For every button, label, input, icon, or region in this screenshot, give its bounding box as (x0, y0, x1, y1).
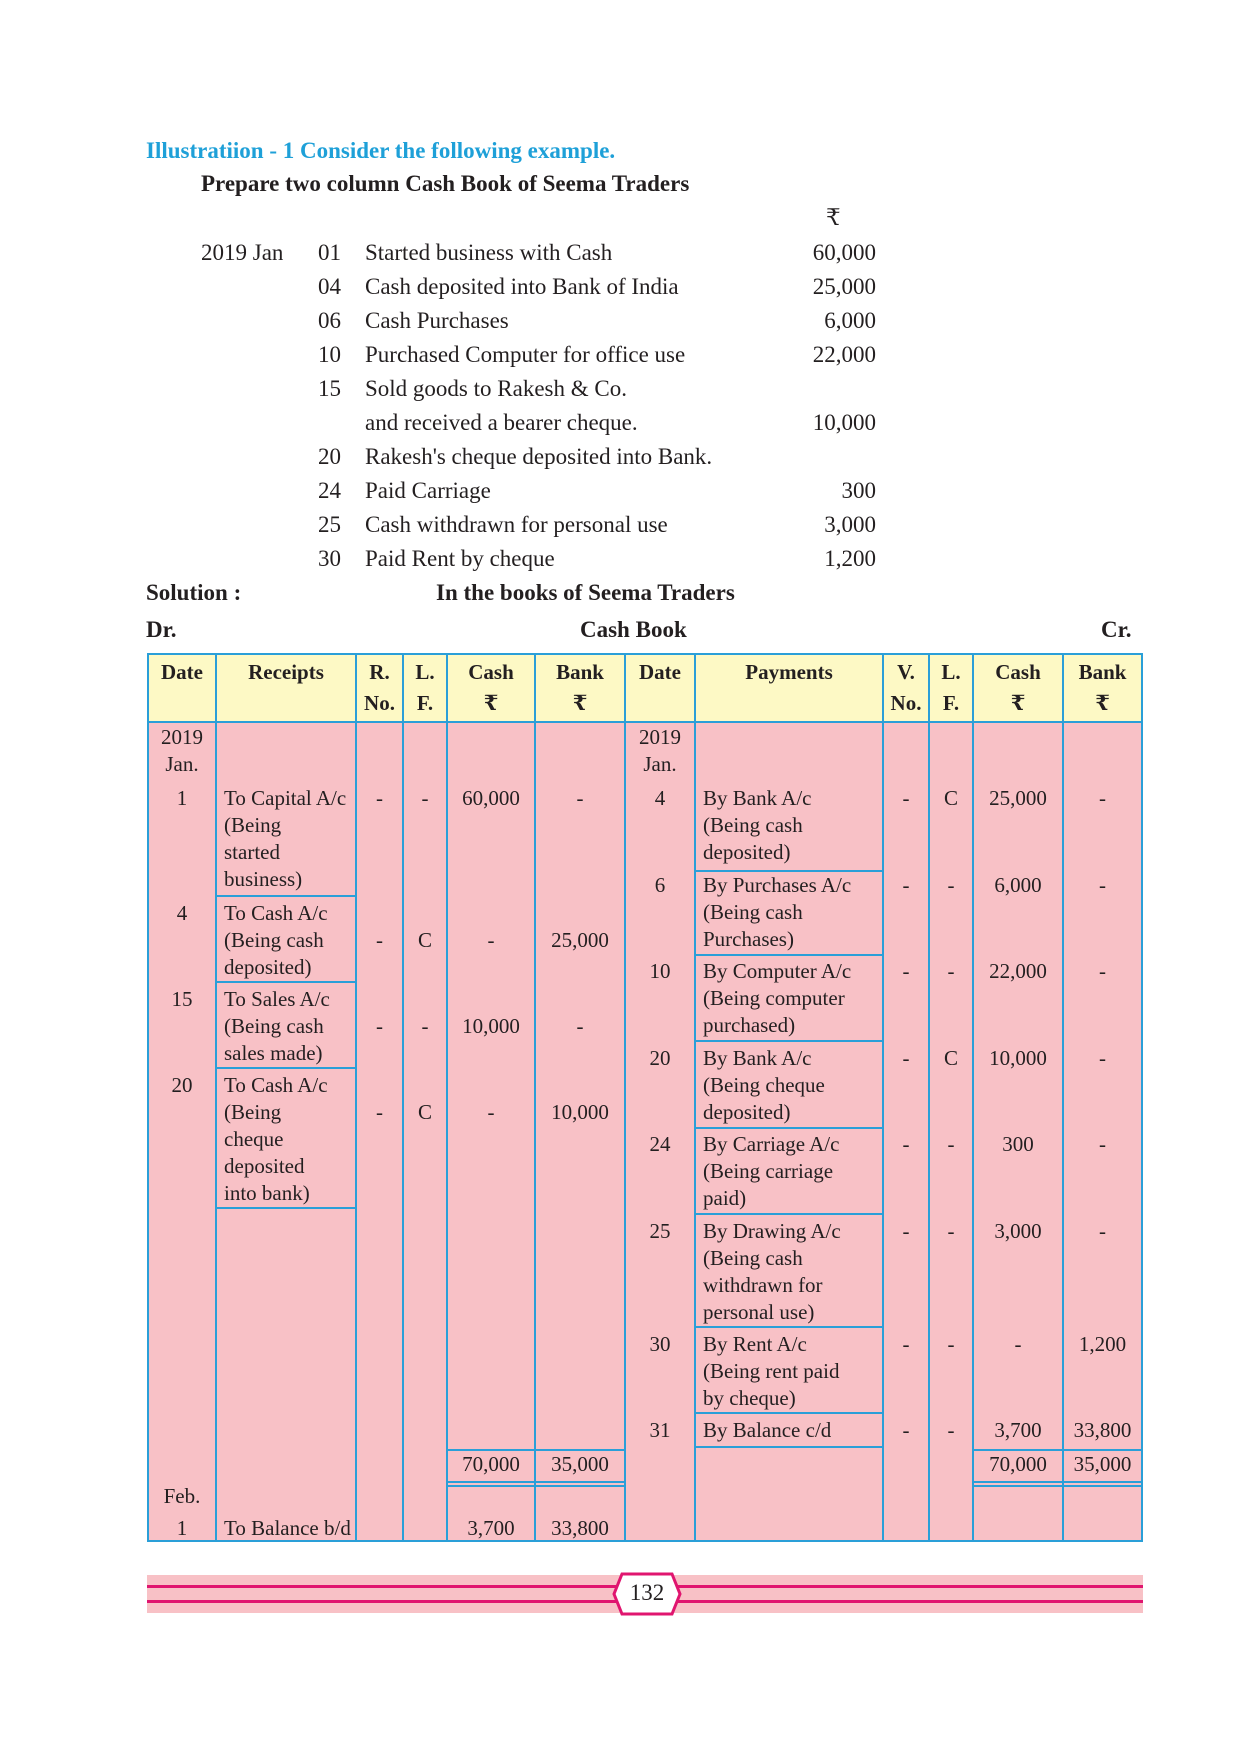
receipt-lf: C (417, 1100, 432, 1124)
payment-particular-line: withdrawn for (703, 1273, 823, 1297)
header-payments: Payments (745, 660, 833, 684)
transaction-amount: 25,000 (812, 274, 876, 299)
payment-cash: 3,000 (994, 1219, 1042, 1243)
row-divider (215, 981, 357, 983)
row-divider (694, 1446, 884, 1448)
transaction-description: Started business with Cash (365, 240, 613, 265)
payment-date: 31 (649, 1418, 671, 1442)
payment-vno: - (902, 1046, 910, 1070)
payment-particular-line: By Computer A/c (703, 959, 852, 983)
payment-particular-line: By Carriage A/c (703, 1132, 840, 1156)
payment-vno: - (902, 1219, 910, 1243)
row-divider (694, 1213, 884, 1215)
payment-cash: 25,000 (989, 786, 1047, 810)
solution-label: Solution : (146, 580, 242, 605)
payment-cash: - (1014, 1332, 1022, 1356)
receipt-bank: - (576, 1014, 584, 1038)
header-bank: Bank ₹ (556, 660, 604, 715)
receipt-cash: - (487, 928, 495, 952)
transaction-amount: 10,000 (812, 410, 876, 435)
payment-bank: - (1099, 873, 1106, 897)
receipts-total-cash: 70,000 (462, 1452, 520, 1476)
transaction-description: Paid Carriage (365, 478, 491, 503)
payment-lf: C (943, 1046, 958, 1070)
header-receipts: Receipts (248, 660, 324, 684)
payment-date: 20 (649, 1046, 671, 1070)
transaction-amount: 1,200 (824, 546, 876, 571)
total-rule-payments (972, 1485, 1142, 1487)
payment-particular-line: (Being cheque (703, 1073, 825, 1097)
payment-particular-line: By Balance c/d (703, 1418, 832, 1442)
receipt-particular-line: sales made) (224, 1041, 323, 1065)
payment-bank: - (1099, 1219, 1106, 1243)
receipt-particular-line: cheque (224, 1127, 284, 1151)
transaction-year-month: 2019 Jan (201, 240, 284, 265)
payment-particular-line: by cheque) (703, 1386, 796, 1410)
cashbook-title: Cash Book (580, 617, 687, 642)
payment-vno: - (902, 959, 910, 983)
payment-lf: - (947, 1418, 955, 1442)
row-divider (215, 895, 357, 897)
payment-bank: - (1099, 959, 1106, 983)
receipt-lf: - (421, 786, 429, 810)
receipt-particular-line: To Capital A/c (224, 786, 347, 810)
payment-date: 24 (649, 1132, 671, 1156)
payment-date: 25 (649, 1219, 671, 1243)
receipt-particular-line: To Cash A/c (224, 901, 328, 925)
page-number: 132 (629, 1580, 665, 1605)
receipts-next-day: 1 (176, 1516, 188, 1540)
transaction-amount: 3,000 (824, 512, 876, 537)
payment-particular-line: (Being cash (703, 1246, 803, 1270)
receipt-rno: - (376, 928, 383, 952)
header-cash-2: Cash ₹ (995, 660, 1041, 715)
receipt-rno: - (376, 786, 383, 810)
header-vno: V. No. (890, 660, 922, 715)
receipt-particular-line: (Being (224, 1100, 282, 1124)
payment-bank: - (1099, 1046, 1106, 1070)
receipt-particular-line: To Sales A/c (224, 987, 330, 1011)
receipt-bank: - (576, 786, 584, 810)
payment-lf: - (947, 1132, 955, 1156)
payment-cash: 22,000 (989, 959, 1047, 983)
receipts-total-bank: 35,000 (551, 1452, 609, 1476)
rupee-symbol: ₹ (826, 205, 841, 230)
header-rno: R. No. (364, 660, 395, 715)
payment-particular-line: (Being rent paid (703, 1359, 840, 1383)
payment-particular-line: deposited) (703, 840, 791, 864)
receipt-date: 4 (176, 901, 188, 925)
receipt-particular-line: (Being cash (224, 1014, 324, 1038)
cr-label: Cr. (1101, 617, 1132, 642)
row-divider (215, 1067, 357, 1069)
payment-particular-line: (Being carriage (703, 1159, 834, 1183)
transaction-amount: 6,000 (824, 308, 876, 333)
payment-particular-line: deposited) (703, 1100, 791, 1124)
receipt-lf: - (421, 1014, 429, 1038)
receipt-cash: 10,000 (462, 1014, 520, 1038)
dr-label: Dr. (146, 617, 177, 642)
payment-particular-line: By Drawing A/c (703, 1219, 841, 1243)
payment-particular-line: By Rent A/c (703, 1332, 807, 1356)
payment-lf: - (947, 1219, 955, 1243)
header-lf-2: L. F. (941, 660, 961, 715)
receipt-particular-line: started (224, 840, 280, 864)
transaction-day: 10 (318, 342, 341, 367)
payment-date: 4 (654, 786, 666, 810)
receipt-particular-line: deposited (224, 1154, 305, 1178)
total-rule-payments (972, 1481, 1142, 1483)
transaction-description: Cash Purchases (365, 308, 509, 333)
payment-lf: - (947, 873, 955, 897)
row-divider (694, 1040, 884, 1042)
payment-date: 30 (649, 1332, 671, 1356)
transaction-amount: 60,000 (812, 240, 876, 265)
receipt-particular-line: deposited) (224, 955, 312, 979)
payments-total-bank: 35,000 (1073, 1452, 1132, 1476)
header-bank-2: Bank ₹ (1078, 660, 1127, 715)
illustration-title: Illustratiion - 1 Consider the following example. (146, 138, 616, 163)
payment-particular-line: (Being cash (703, 900, 803, 924)
payment-bank: - (1099, 786, 1106, 810)
balance-bd-label: To Balance b/d (224, 1516, 351, 1540)
payment-lf: - (947, 1332, 955, 1356)
receipt-date: 20 (171, 1073, 193, 1097)
receipts-year: 2019 (161, 725, 203, 749)
payment-bank: 33,800 (1073, 1418, 1132, 1442)
transaction-amount: 22,000 (812, 342, 876, 367)
payment-vno: - (902, 786, 910, 810)
transaction-description: Sold goods to Rakesh & Co. (365, 376, 627, 401)
header-cash: Cash ₹ (468, 660, 514, 715)
receipts-month: Jan. (165, 752, 199, 776)
transaction-day: 20 (318, 444, 341, 469)
transaction-day: 15 (318, 376, 341, 401)
payment-date: 6 (654, 873, 666, 897)
payment-cash: 6,000 (994, 873, 1042, 897)
payment-vno: - (902, 873, 910, 897)
payment-particular-line: paid) (703, 1186, 747, 1210)
receipt-lf: C (417, 928, 432, 952)
transaction-day: 04 (318, 274, 341, 299)
payment-particular-line: Purchases) (703, 927, 794, 951)
payments-month: Jan. (643, 752, 677, 776)
receipt-particular-line: business) (224, 867, 303, 891)
payment-particular-line: personal use) (703, 1300, 815, 1324)
row-divider (694, 954, 884, 956)
payment-cash: 300 (1002, 1132, 1034, 1156)
receipt-date: 1 (176, 786, 188, 810)
total-rule-receipts (446, 1481, 626, 1483)
receipt-cash: 60,000 (462, 786, 520, 810)
receipt-cash: - (487, 1100, 495, 1124)
payment-vno: - (902, 1332, 910, 1356)
payment-lf: C (943, 786, 958, 810)
books-title: In the books of Seema Traders (436, 580, 735, 605)
receipt-rno: - (376, 1100, 383, 1124)
payment-vno: - (902, 1418, 910, 1442)
payment-particular-line: (Being computer (703, 986, 845, 1010)
payment-bank: 1,200 (1078, 1332, 1127, 1356)
payment-particular-line: (Being cash (703, 813, 803, 837)
receipt-bank: 25,000 (551, 928, 609, 952)
receipt-date: 15 (171, 987, 193, 1011)
payment-particular-line: By Bank A/c (703, 1046, 812, 1070)
column-divider (215, 653, 217, 1542)
total-rule-receipts (446, 1485, 626, 1487)
payment-vno: - (902, 1132, 910, 1156)
row-divider (694, 1127, 884, 1129)
transaction-description: Purchased Computer for office use (365, 342, 686, 367)
balance-bd-cash: 3,700 (467, 1516, 515, 1540)
receipt-bank: 10,000 (551, 1100, 609, 1124)
receipt-particular-line: into bank) (224, 1181, 310, 1205)
payment-bank: - (1099, 1132, 1106, 1156)
payment-particular-line: purchased) (703, 1013, 796, 1037)
receipt-particular-line: (Being cash (224, 928, 324, 952)
column-divider (694, 653, 696, 1542)
transaction-day: 06 (318, 308, 341, 333)
transaction-amount: 300 (841, 478, 876, 503)
transaction-day: 25 (318, 512, 341, 537)
receipt-particular-line: (Being (224, 813, 282, 837)
transaction-description: Rakesh's cheque deposited into Bank. (365, 444, 713, 469)
header-date: Date (161, 660, 203, 684)
receipt-particular-line: To Cash A/c (224, 1073, 328, 1097)
problem-title: Prepare two column Cash Book of Seema Traders (201, 171, 690, 196)
transaction-description: Cash deposited into Bank of India (365, 274, 679, 299)
row-divider (694, 1326, 884, 1328)
payments-year: 2019 (639, 725, 681, 749)
payments-total-cash: 70,000 (989, 1452, 1047, 1476)
transaction-day: 24 (318, 478, 341, 503)
transaction-day: 30 (318, 546, 341, 571)
row-divider (694, 1412, 884, 1414)
payment-lf: - (947, 959, 955, 983)
header-date-2: Date (639, 660, 681, 684)
payment-cash: 10,000 (989, 1046, 1047, 1070)
payment-cash: 3,700 (994, 1418, 1042, 1442)
header-lf: L. F. (415, 660, 435, 715)
balance-bd-bank: 33,800 (551, 1516, 609, 1540)
transaction-day: 01 (318, 240, 341, 265)
receipts-next-month: Feb. (163, 1484, 201, 1508)
transaction-description: Paid Rent by cheque (365, 546, 555, 571)
receipt-rno: - (376, 1014, 383, 1038)
payment-date: 10 (649, 959, 671, 983)
transaction-description: Cash withdrawn for personal use (365, 512, 668, 537)
row-divider (215, 1207, 357, 1209)
transaction-description: and received a bearer cheque. (365, 410, 638, 435)
payment-particular-line: By Bank A/c (703, 786, 812, 810)
payment-particular-line: By Purchases A/c (703, 873, 852, 897)
